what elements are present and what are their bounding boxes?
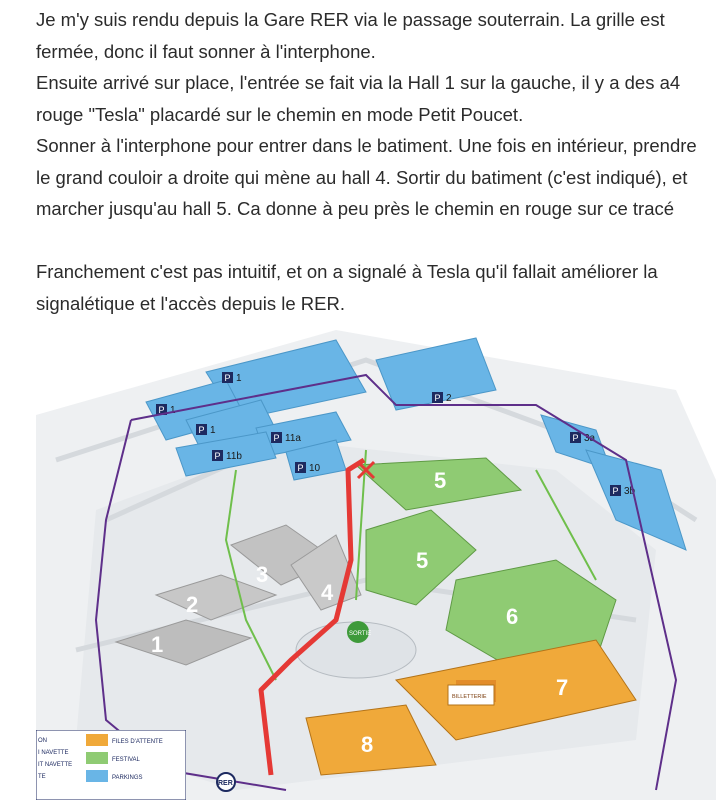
svg-text:P: P: [214, 451, 221, 461]
svg-text:P: P: [572, 433, 579, 443]
post-paragraph-2: Ensuite arrivé sur place, l'entrée se fait via la Hall 1 sur la gauche, il y a des a4 rouge "Tesla" placardé sur le chemin en mode Petit Poucet.: [36, 72, 681, 125]
parking-label-p3a: 3a: [584, 433, 596, 444]
legend-item-parkings: PARKINGS: [112, 775, 143, 781]
legend-fragment-2: I NAVETTE: [38, 750, 69, 756]
hall-label-7: 7: [556, 675, 569, 700]
post-body: [36, 4, 708, 319]
svg-text:P: P: [198, 425, 205, 435]
post-paragraph-3: Sonner à l'interphone pour entrer dans le batiment. Une fois en intérieur, prendre le grand couloir a droite qui mène au hall 4. Sortir du batiment (c'est indiqué), et marcher jusqu'au hall 5. Ca donne à peu près le chemin en rouge sur ce tracé: [36, 135, 697, 219]
hall-label-5: 5: [434, 468, 447, 493]
hall-label-2: 2: [186, 592, 199, 617]
rer-label: RER: [218, 780, 233, 787]
hall-label-6: 6: [506, 604, 519, 629]
hall-label-3: 3: [256, 562, 269, 587]
parking-label-p1-top: 1: [236, 373, 242, 384]
svg-text:P: P: [434, 393, 441, 403]
hall-label-5a: 5: [416, 548, 429, 573]
post-paragraph-1: Je m'y suis rendu depuis la Gare RER via le passage souterrain. La grille est fermée, donc il faut sonner à l'interphone.: [36, 9, 665, 62]
legend-item-files: FILES D'ATTENTE: [112, 739, 163, 745]
svg-text:P: P: [612, 486, 619, 496]
billetterie-label: BILLETTERIE: [452, 694, 487, 700]
hall-label-4: 4: [321, 580, 334, 605]
hall-label-1: 1: [151, 632, 164, 657]
parking-label-p10: 10: [309, 463, 321, 474]
sortie-label: SORTIE: [349, 631, 372, 637]
legend-item-festival: FESTIVAL: [112, 757, 140, 763]
parking-label-p2: 2: [446, 393, 452, 404]
svg-text:P: P: [273, 433, 280, 443]
parking-label-p11a: 11a: [285, 433, 301, 444]
venue-map-image[interactable]: [36, 320, 716, 800]
svg-text:P: P: [297, 463, 304, 473]
map-legend: [36, 730, 186, 800]
venue-map: [36, 320, 716, 800]
svg-text:P: P: [224, 373, 231, 383]
legend-fragment-3: IT NAVETTE: [38, 762, 73, 768]
hall-label-8: 8: [361, 732, 374, 757]
parking-label-p1-mid: 1: [210, 425, 216, 436]
legend-fragment-1: ON: [38, 738, 47, 744]
parking-label-p11b: 11b: [226, 451, 242, 462]
parking-label-p3b: 3b: [624, 486, 636, 497]
parking-label-p1-left: 1: [170, 405, 176, 416]
legend-fragment-4: TE: [38, 774, 46, 780]
post-paragraph-4: Franchement c'est pas intuitif, et on a signalé à Tesla qu'il fallait améliorer la signalétique et l'accès depuis le RER.: [36, 261, 658, 314]
svg-text:P: P: [158, 405, 165, 415]
